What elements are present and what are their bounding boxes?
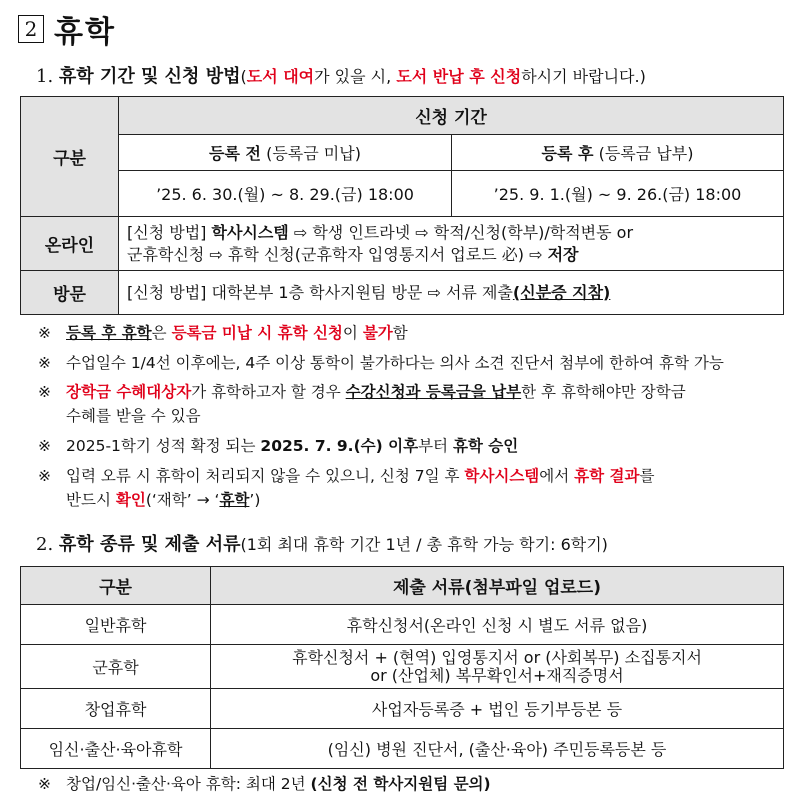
leave-documents: 휴학신청서(온라인 신청 시 별도 서류 없음) xyxy=(211,605,784,645)
visit-label: 방문 xyxy=(21,271,119,315)
leave-type: 임신·출산·육아휴학 xyxy=(21,729,211,769)
heading-period-method: 1. 휴학 기간 및 신청 방법(도서 대여가 있을 시, 도서 반납 후 신청하시기 바랍니다.) xyxy=(36,66,646,87)
note-grade-confirm: ※ 2025-1학기 성적 확정 되는 2025. 7. 9.(수) 이후부터 휴학 승인 xyxy=(38,437,519,455)
table-row xyxy=(21,689,784,729)
note-scholarship: ※ 장학금 수혜대상자가 휴학하고자 할 경우 수강신청과 등록금을 납부한 후 휴학해야만 장학금 수혜를 받을 수 있음 xyxy=(38,383,686,425)
documents-header: 제출 서류(첨부파일 업로드) xyxy=(211,567,784,605)
leave-type: 군휴학 xyxy=(21,645,211,689)
after-registration-header: 등록 후 (등록금 납부) xyxy=(452,135,784,171)
leave-documents: 휴학신청서 + (현역) 입영통지서 or (사회복무) 소집통지서 or (산업체) 복무확인서+재직증명서 xyxy=(211,645,784,689)
before-registration-dates: ’25. 6. 30.(월) ~ 8. 29.(금) 18:00 xyxy=(119,171,452,217)
table-row xyxy=(21,605,784,645)
note-registered-leave: ※ 등록 후 휴학은 등록금 미납 시 휴학 신청이 불가함 xyxy=(38,324,408,342)
table-row xyxy=(21,729,784,769)
period-header: 신청 기간 xyxy=(119,97,784,135)
online-method: [신청 방법] 학사시스템 ⇨ 학생 인트라넷 ⇨ 학적/신청(학부)/학적변동 or 군휴학신청 ⇨ 휴학 신청(군휴학자 입영통지서 업로드 必) ⇨ 저장 xyxy=(119,217,784,271)
leave-documents: 사업자등록증 + 법인 등기부등본 등 xyxy=(211,689,784,729)
page-title xyxy=(18,12,116,50)
table-row xyxy=(21,645,784,689)
note-input-error: ※ 입력 오류 시 휴학이 처리되지 않을 수 있으니, 신청 7일 후 학사시스템에서 휴학 결과를 반드시 확인(‘재학’ → ‘휴학’) xyxy=(38,467,655,509)
note-attendance: ※ 수업일수 1/4선 이후에는, 4주 이상 통학이 불가하다는 의사 소견 진단서 첨부에 한하여 휴학 가능 xyxy=(38,354,724,372)
category-header: 구분 xyxy=(21,97,119,217)
after-registration-dates: ’25. 9. 1.(월) ~ 9. 26.(금) 18:00 xyxy=(452,171,784,217)
section-title: 휴학 xyxy=(54,15,116,50)
visit-method: [신청 방법] 대학본부 1층 학사지원팀 방문 ⇨ 서류 제출(신분증 지참) xyxy=(119,271,784,315)
heading-leave-types: 2. 휴학 종류 및 제출 서류(1회 최대 휴학 기간 1년 / 총 휴학 가능 학기: 6학기) xyxy=(36,534,608,555)
note-max-period: ※ 창업/임신·출산·육아 휴학: 최대 2년 (신청 전 학사지원팀 문의) xyxy=(38,775,491,793)
leave-type: 일반휴학 xyxy=(21,605,211,645)
before-registration-header: 등록 전 (등록금 미납) xyxy=(119,135,452,171)
online-label: 온라인 xyxy=(21,217,119,271)
application-period-table xyxy=(20,96,784,315)
leave-type: 창업휴학 xyxy=(21,689,211,729)
section-number-box: 2 xyxy=(18,15,44,43)
leave-documents-table xyxy=(20,566,784,769)
type-header: 구분 xyxy=(21,567,211,605)
leave-documents: (임신) 병원 진단서, (출산·육아) 주민등록등본 등 xyxy=(211,729,784,769)
